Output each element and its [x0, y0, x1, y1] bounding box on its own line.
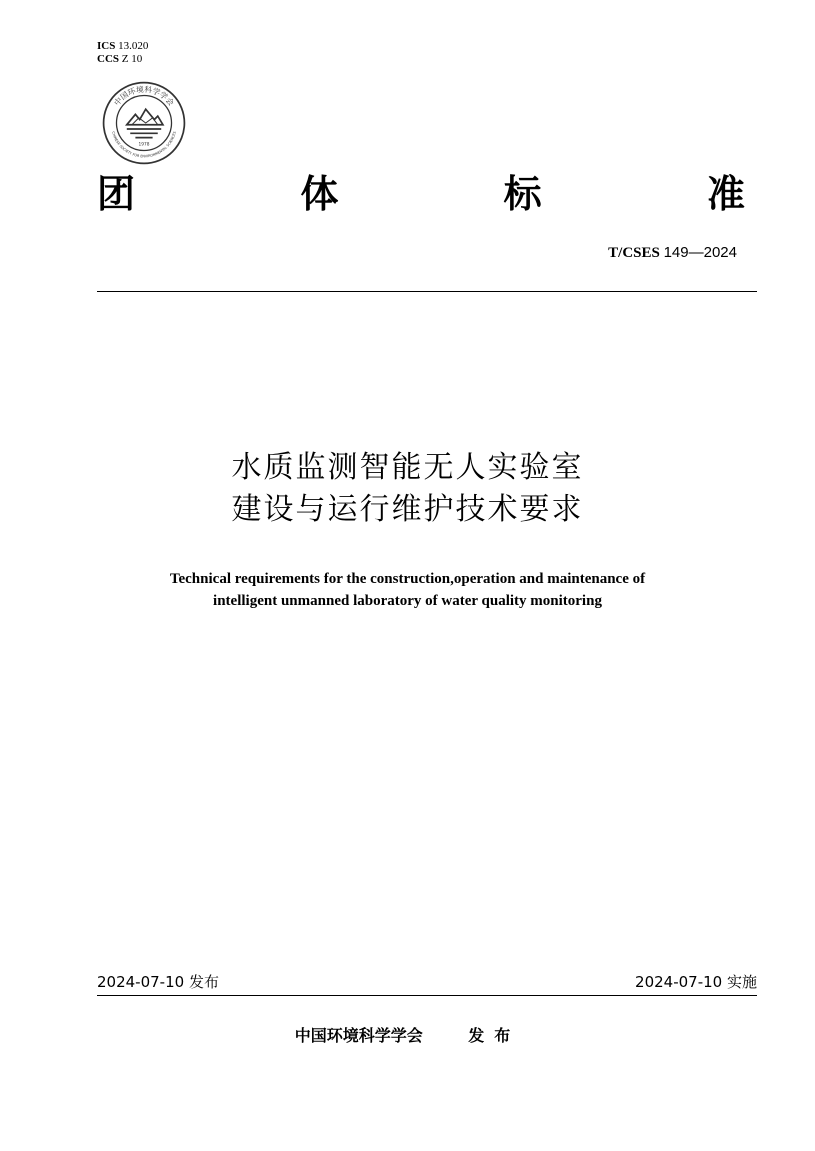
logo-bottom-text: CHINESE SOCIETY FOR ENVIRONMENTAL SCIENCES	[111, 131, 177, 159]
chinese-title	[0, 447, 815, 531]
document-type-heading	[97, 165, 745, 215]
publisher-line	[0, 1023, 815, 1046]
logo-arc-text: 中国环境科学学会	[112, 84, 176, 108]
doc-type-char: 团	[97, 171, 136, 216]
chinese-title-line-1: 水质监测智能无人实验室	[231, 450, 584, 485]
doc-type-char: 标	[503, 171, 542, 216]
publisher-action: 发布	[468, 1026, 521, 1045]
doc-type-char: 准	[706, 171, 745, 216]
classification-codes	[97, 40, 148, 66]
chinese-title-line-2: 建设与运行维护技术要求	[231, 492, 584, 527]
standard-number-prefix: T/CSES	[608, 245, 660, 261]
ccs-label: CCS	[97, 53, 120, 65]
doc-type-char: 体	[300, 171, 339, 216]
ccs-code: Z 10	[121, 53, 143, 65]
english-title	[0, 568, 815, 612]
publisher-name: 中国环境科学学会	[294, 1026, 423, 1045]
top-divider	[97, 291, 757, 292]
ccs-row	[97, 53, 148, 66]
standard-number	[608, 244, 737, 262]
logo-year: 1978	[138, 142, 150, 148]
implementation-date: 2024-07-10 实施	[635, 973, 757, 991]
ics-label: ICS	[97, 40, 116, 52]
standard-number-value: 149—2024	[663, 244, 737, 261]
society-logo-icon	[101, 80, 187, 166]
english-title-line-1: Technical requirements for the construction,operation and maintenance of	[169, 571, 646, 587]
issue-date: 2024-07-10 发布	[97, 973, 219, 991]
bottom-divider	[97, 995, 757, 996]
ics-code: 13.020	[118, 40, 149, 52]
english-title-line-2: intelligent unmanned laboratory of water quality monitoring	[213, 593, 602, 609]
ics-row	[97, 40, 148, 53]
